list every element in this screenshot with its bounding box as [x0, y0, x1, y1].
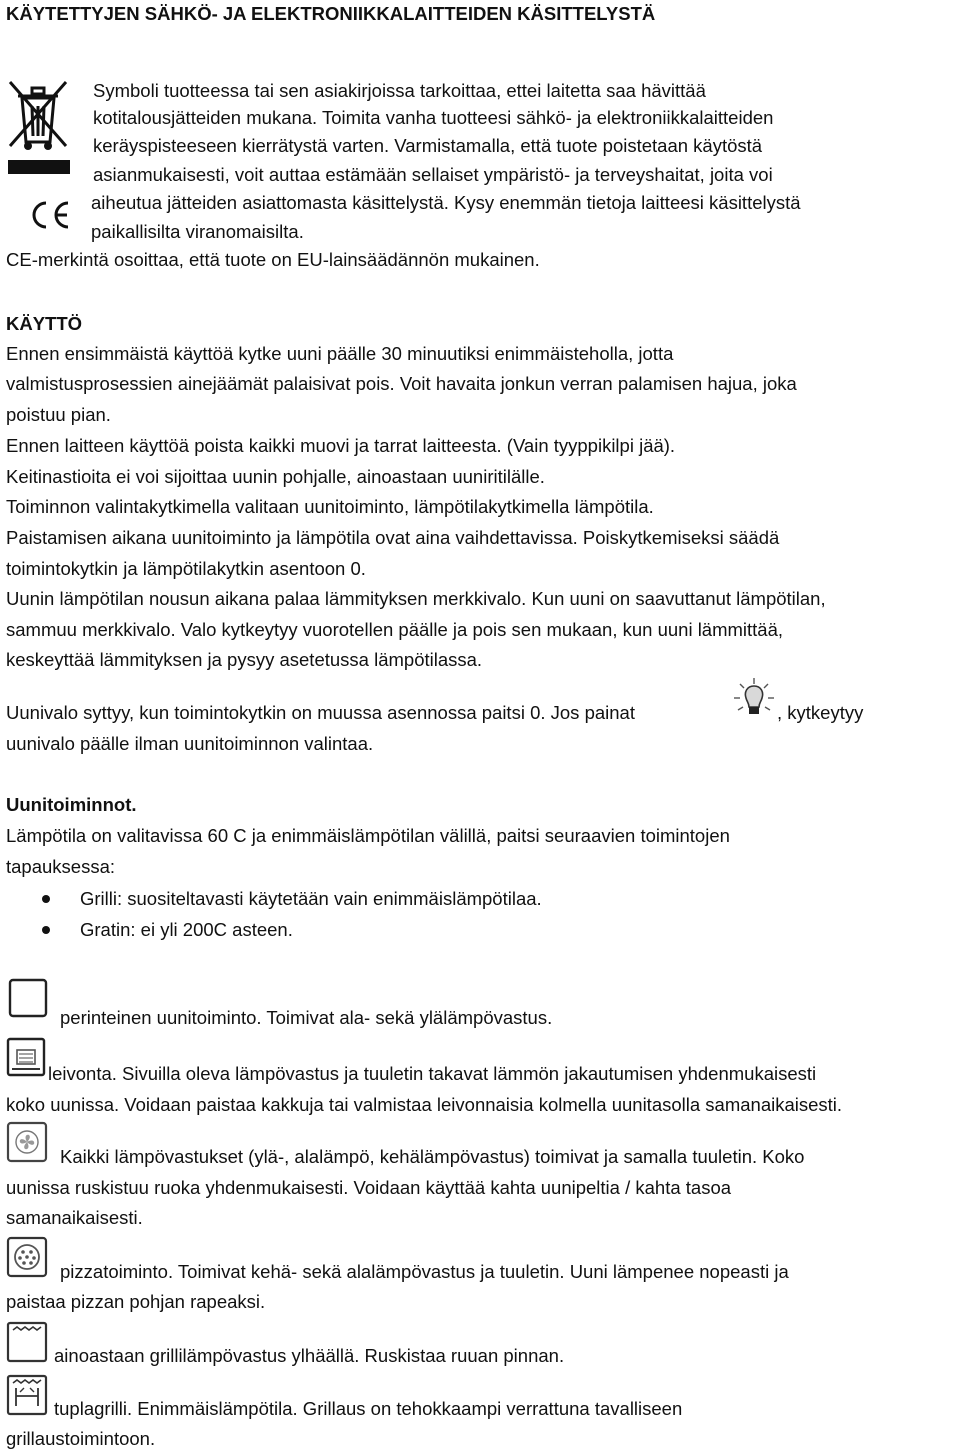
usage-line: keskeyttää lämmityksen ja pysyy asetetussa lämpötilassa.: [6, 649, 483, 670]
double-grill-icon: [6, 1374, 48, 1416]
ce-statement: CE-merkintä osoittaa, että tuote on EU-lainsäädännön mukainen.: [6, 249, 540, 270]
functions-intro: Lämpötila on valitavissa 60 C ja enimmäislämpötilan välillä, paitsi seuraavien toimintojen: [6, 825, 730, 846]
usage-line: Ennen ensimmäistä käyttöä kytke uuni päälle 30 minuutiksi enimmäisteholla, jotta: [6, 343, 674, 364]
bullet-item: Grilli: suositeltavasti käytetään vain enimmäislämpötilaa.: [80, 888, 542, 909]
functions-intro: tapauksessa:: [6, 856, 116, 877]
bullet-icon: [42, 926, 50, 934]
mode-description: paistaa pizzan pohjan rapeaksi.: [6, 1291, 266, 1312]
mode-description: tuplagrilli. Enimmäislämpötila. Grillaus on tehokkaampi verrattuna tavalliseen: [54, 1398, 683, 1419]
usage-line: toimintokytkin ja lämpötilakytkin asentoon 0.: [6, 558, 366, 579]
disposal-line: kotitalousjätteiden mukana. Toimita vanha tuotteesi sähkö- ja elektroniikkalaitteiden: [93, 107, 774, 128]
usage-line: Ennen laitteen käyttöä poista kaikki muovi ja tarrat laitteesta. (Vain tyyppikilpi jää).: [6, 435, 676, 456]
bullet-icon: [42, 895, 50, 903]
heading-functions: Uunitoiminnot.: [6, 794, 137, 815]
mode-description: pizzatoiminto. Toimivat kehä- sekä alalämpövastus ja tuuletin. Uuni lämpenee nopeasti ja: [60, 1261, 789, 1282]
usage-line: Uunin lämpötilan nousun aikana palaa lämmityksen merkkivalo. Kun uuni on saavuttanut lämpötilan,: [6, 588, 826, 609]
bake-icon: [6, 1037, 46, 1077]
usage-line: sammuu merkkivalo. Valo kytkeytyy vuorotellen päälle ja pois sen mukaan, kun uuni lämmittää,: [6, 619, 784, 640]
ce-mark-icon: [26, 200, 72, 230]
usage-line: poistuu pian.: [6, 404, 111, 425]
mode-description: grillaustoimintoon.: [6, 1428, 156, 1449]
pizza-icon: [6, 1236, 48, 1278]
conventional-icon: [8, 978, 48, 1018]
disposal-line: Symboli tuotteessa tai sen asiakirjoissa tarkoittaa, ettei laitetta saa hävittää: [93, 80, 706, 101]
disposal-line: asianmukaisesti, voit auttaa estämään sellaiset ympäristö- ja terveyshaitat, joita voi: [93, 164, 773, 185]
mode-description: Kaikki lämpövastukset (ylä-, alalämpö, kehälämpövastus) toimivat ja samalla tuuletin. Koko: [60, 1146, 805, 1167]
grill-icon: [6, 1321, 48, 1363]
crossed-bin-icon: [6, 80, 70, 180]
usage-line: Toiminnon valintakytkimella valitaan uunitoiminto, lämpötilakytkimella lämpötila.: [6, 496, 654, 517]
lamp-line-end: , kytkeytyy: [777, 702, 864, 723]
mode-description: ainoastaan grillilämpövastus ylhäällä. Ruskistaa ruuan pinnan.: [54, 1345, 565, 1366]
heading-usage: KÄYTTÖ: [6, 313, 83, 334]
fan-all-heaters-icon: [6, 1121, 48, 1163]
lamp-line: Uunivalo syttyy, kun toimintokytkin on muussa asennossa paitsi 0. Jos painat: [6, 702, 635, 723]
disposal-line: keräyspisteeseen kierrätystä varten. Varmistamalla, että tuote poistetaan käytöstä: [93, 135, 763, 156]
usage-line: valmistusprosessien ainejäämät palaisivat pois. Voit havaita jonkun verran palamisen hajua, joka: [6, 373, 797, 394]
disposal-line: aiheutua jätteiden asiattomasta käsittelystä. Kysy enemmän tietoja laitteesi käsittelystä: [91, 192, 801, 213]
usage-line: Paistamisen aikana uunitoiminto ja lämpötila ovat aina vaihdettavissa. Poiskytkemiseksi säädä: [6, 527, 780, 548]
disposal-line: paikallisilta viranomaisilta.: [91, 221, 304, 242]
lamp-line: uunivalo päälle ilman uunitoiminnon valintaa.: [6, 733, 374, 754]
usage-line: Keitinastioita ei voi sijoittaa uunin pohjalle, ainoastaan uuniritilälle.: [6, 466, 545, 487]
bullet-item: Gratin: ei yli 200C asteen.: [80, 919, 293, 940]
mode-description: koko uunissa. Voidaan paistaa kakkuja tai valmistaa leivonnaisia kolmella uunitasolla samanaikaisesti.: [6, 1094, 843, 1115]
mode-description: samanaikaisesti.: [6, 1207, 143, 1228]
mode-description: uunissa ruskistuu ruoka yhdenmukaisesti. Voidaan käyttää kahta uunipeltia / kahta tasoa: [6, 1177, 732, 1198]
lamp-icon: [732, 676, 776, 720]
mode-description: leivonta. Sivuilla oleva lämpövastus ja tuuletin takavat lämmön jakautumisen yhdenmukaisesti: [48, 1063, 817, 1084]
heading-disposal: KÄYTETTYJEN SÄHKÖ- JA ELEKTRONIIKKALAITTEIDEN KÄSITTELYSTÄ: [6, 3, 656, 24]
mode-description: perinteinen uunitoiminto. Toimivat ala- sekä ylälämpövastus.: [60, 1007, 553, 1028]
